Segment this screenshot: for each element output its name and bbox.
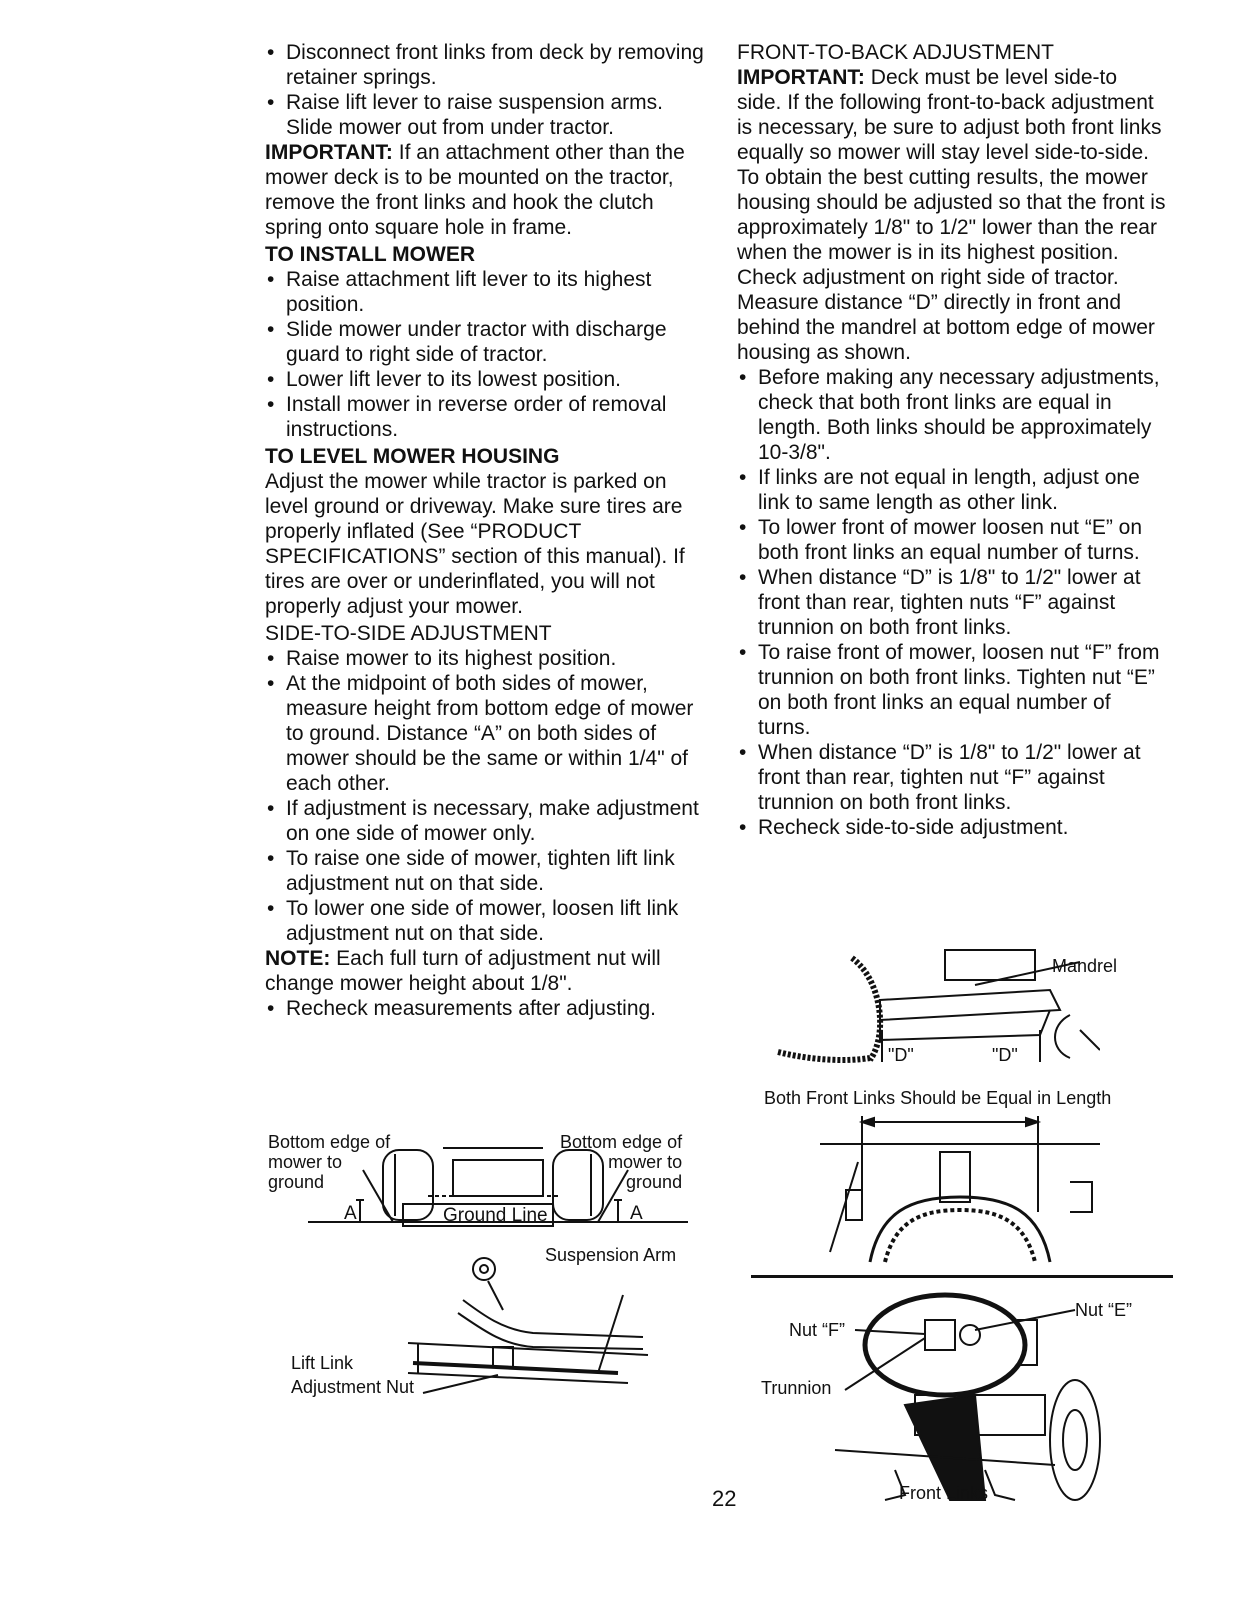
list-item: • To lower one side of mower, loosen lift link adjustment nut on that side. xyxy=(265,896,705,946)
nut-e-label: Nut “E” xyxy=(1075,1300,1133,1320)
list-item: • Raise lift lever to raise suspension arms. Slide mower out from under tractor. xyxy=(265,90,705,140)
a-label-right: A xyxy=(630,1203,643,1224)
level-housing-heading: TO LEVEL MOWER HOUSING xyxy=(265,445,560,468)
important-note: IMPORTANT: If an attachment other than the mower deck is to be mounted on the tractor, remove the front links and hook the clutch spring onto square hole in frame. xyxy=(265,141,685,239)
install-steps-list xyxy=(265,267,705,442)
bottom-edge-label-left: Bottom edge of mower to ground xyxy=(268,1132,391,1192)
list-item: • At the midpoint of both sides of mower, measure height from bottom edge of mower to ground. Distance “A” on both sides of mower should be the same or within 1/4" of each other. xyxy=(265,671,705,796)
left-column xyxy=(265,40,705,1021)
right-column xyxy=(737,40,1167,840)
nut-f-label: Nut “F” xyxy=(789,1320,845,1340)
list-item: • Slide mower under tractor with discharge guard to right side of tractor. xyxy=(265,317,705,367)
front-to-back-heading: FRONT-TO-BACK ADJUSTMENT xyxy=(737,41,1054,64)
list-item: • Raise attachment lift lever to its highest position. xyxy=(265,267,705,317)
trunnion-label: Trunnion xyxy=(761,1378,832,1398)
d-rear-label: "D" xyxy=(992,1045,1018,1065)
list-item: • To raise one side of mower, tighten lift link adjustment nut on that side. xyxy=(265,846,705,896)
note-label: NOTE: xyxy=(265,947,331,970)
cutting-results-text: To obtain the best cutting results, the mower housing should be adjusted so that the front is approximately 1/8" to 1/2" lower than the rear when the mower is in its highest position. xyxy=(737,166,1166,264)
suspension-arm-label: Suspension Arm xyxy=(545,1245,677,1265)
side-to-side-steps-list xyxy=(265,646,705,946)
front-links-illustration xyxy=(810,1112,1110,1272)
remove-steps-list xyxy=(265,40,705,140)
list-item: • When distance “D” is 1/8" to 1/2" lower at front than rear, tighten nut “F” against trunnion on both front links. xyxy=(737,740,1167,815)
bottom-edge-label-right: Bottom edge of mower to ground xyxy=(560,1132,683,1192)
ground-line-label: Ground Line xyxy=(443,1205,548,1226)
list-item: • To raise front of mower, loosen nut “F” from trunnion on both front links. Tighten nut “E” on both front links an equal number of turns. xyxy=(737,640,1167,740)
level-housing-text: Adjust the mower while tractor is parked on level ground or driveway. Make sure tires are properly inflated (See “PRODUCT SPECIFICATIONS” section of this manual). If tires are over or underinflated, you will not properly adjust your mower. xyxy=(265,470,685,618)
list-item: • Recheck side-to-side adjustment. xyxy=(737,815,1167,840)
front-links-equal-caption: Both Front Links Should be Equal in Length xyxy=(764,1088,1112,1108)
front-links-label: Front Links xyxy=(899,1483,989,1503)
list-item: • If adjustment is necessary, make adjustment on one side of mower only. xyxy=(265,796,705,846)
list-item: • Lower lift lever to its lowest position. xyxy=(265,367,705,392)
important-label: IMPORTANT: xyxy=(737,66,865,89)
list-item: • Recheck measurements after adjusting. xyxy=(265,996,705,1021)
list-item: • When distance “D” is 1/8" to 1/2" lower at front than rear, tighten nuts “F” against trunnion on both front links. xyxy=(737,565,1167,640)
list-item: • If links are not equal in length, adjust one link to same length as other link. xyxy=(737,465,1167,515)
a-label-left: A xyxy=(344,1203,357,1224)
lift-link-label: Lift Link xyxy=(291,1353,354,1373)
note: NOTE: Each full turn of adjustment nut will change mower height about 1/8". xyxy=(265,947,661,995)
list-item: • To lower front of mower loosen nut “E” on both front links an equal number of turns. xyxy=(737,515,1167,565)
install-mower-heading: TO INSTALL MOWER xyxy=(265,243,475,266)
important-label: IMPORTANT: xyxy=(265,141,393,164)
check-adjustment-text: Check adjustment on right side of tractor. Measure distance “D” directly in front and behind the mandrel at bottom edge of mower housing as shown. xyxy=(737,266,1155,364)
front-links-figure xyxy=(810,1112,1110,1272)
divider-line xyxy=(751,1275,1173,1278)
list-item: • Install mower in reverse order of removal instructions. xyxy=(265,392,705,442)
list-item: • Before making any necessary adjustments, check that both front links are equal in length. Both links should be approximately 10-3/8". xyxy=(737,365,1167,465)
page-number: 22 xyxy=(712,1486,737,1511)
side-to-side-heading: SIDE-TO-SIDE ADJUSTMENT xyxy=(265,622,552,645)
side-to-side-figure xyxy=(268,1132,708,1240)
mandrel-label: Mandrel xyxy=(1052,956,1118,976)
lift-link-figure xyxy=(288,1245,677,1415)
front-to-back-steps-list xyxy=(737,365,1167,840)
trunnion-figure xyxy=(755,1290,1155,1510)
mandrel-figure xyxy=(770,940,1118,1070)
list-item: • Raise mower to its highest position. xyxy=(265,646,705,671)
d-front-label: "D" xyxy=(888,1045,914,1065)
important-note-right: IMPORTANT: Deck must be level side-to side. If the following front-to-back adjustment is necessary, be sure to adjust both front links equally so mower will stay level side-to-side. xyxy=(737,66,1162,164)
recheck-list xyxy=(265,996,705,1021)
mower-side-view-illustration xyxy=(770,940,1100,1070)
list-item: • Disconnect front links from deck by removing retainer springs. xyxy=(265,40,705,90)
adjustment-nut-label: Adjustment Nut xyxy=(291,1377,415,1397)
